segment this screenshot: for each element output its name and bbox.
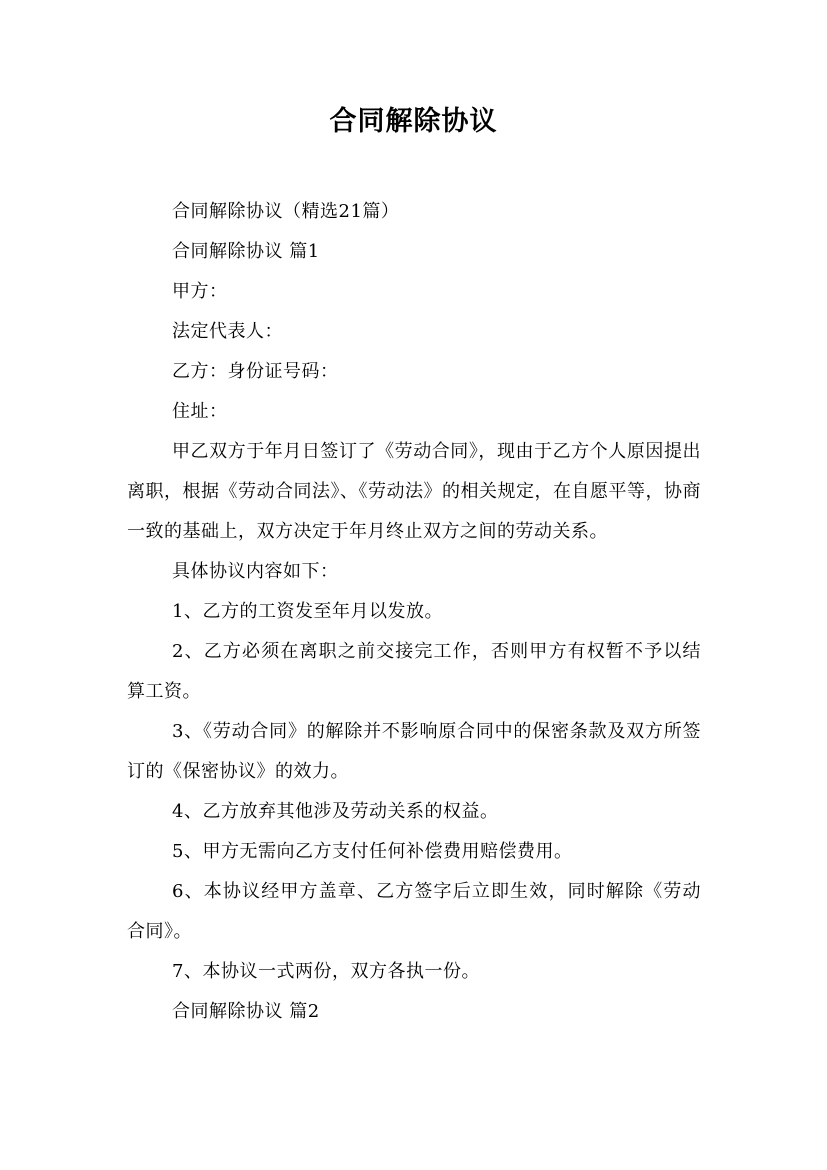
- paragraph-legal-representative: 法定代表人：: [172, 321, 283, 342]
- paragraph-address: 住址：: [172, 401, 228, 422]
- paragraph-term-6: 6、本协议经甲方盖章、乙方签字后立即生效，同时解除《劳动合同》。: [127, 881, 701, 942]
- paragraph-term-7: 7、本协议一式两份，双方各执一份。: [172, 961, 480, 982]
- paragraph-term-4: 4、乙方放弃其他涉及劳动关系的权益。: [172, 801, 499, 822]
- paragraph-party-b-id: 乙方：身份证号码：: [172, 361, 339, 382]
- paragraph-section-heading-2: 合同解除协议 篇2: [172, 1001, 320, 1022]
- paragraph-section-heading-1: 合同解除协议 篇1: [172, 241, 320, 262]
- paragraph-terms-intro: 具体协议内容如下：: [172, 561, 339, 582]
- paragraph-preamble: 甲乙双方于年月日签订了《劳动合同》，现由于乙方个人原因提出离职，根据《劳动合同法》、《劳动法》的相关规定，在自愿平等，协商一致的基础上，双方决定于年月终止双方之间的劳动关系。: [127, 441, 701, 542]
- paragraph-term-5: 5、甲方无需向乙方支付任何补偿费用赔偿费用。: [172, 841, 573, 862]
- document-body: [127, 192, 701, 1032]
- paragraph-party-a: 甲方：: [172, 281, 228, 302]
- paragraph-term-3: 3、《劳动合同》的解除并不影响原合同中的保密条款及双方所签订的《保密协议》的效力。: [127, 721, 701, 782]
- paragraph-term-1: 1、乙方的工资发至年月以发放。: [172, 601, 443, 622]
- paragraph-subtitle: 合同解除协议（精选21篇）: [172, 201, 400, 222]
- paragraph-term-2: 2、乙方必须在离职之前交接完工作，否则甲方有权暂不予以结算工资。: [127, 641, 701, 702]
- document-title: 合同解除协议: [329, 106, 498, 137]
